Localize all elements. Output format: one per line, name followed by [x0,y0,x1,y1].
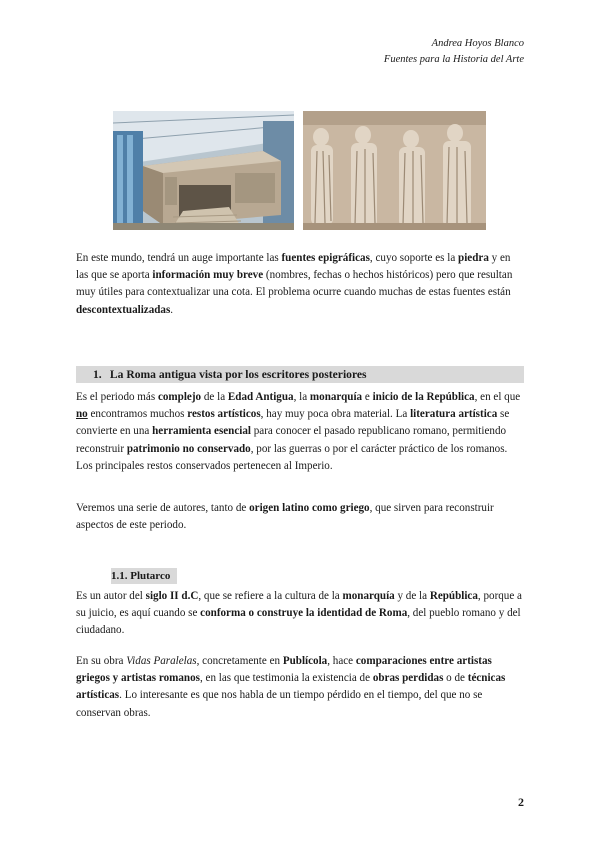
roma-paragraph [76,389,524,475]
bold-run: monarquía [309,391,363,403]
text-run: , porque a su juicio, es aquí cuando se [76,590,522,620]
intro-paragraph [76,250,524,319]
section-number: 1. [93,368,102,381]
text-run: y en las que se aporta [76,252,511,282]
bold-run: origen latino como griego [249,502,370,514]
altar-monument-photo-icon [113,111,294,230]
plutarco-paragraph [76,588,524,640]
text-run: (nombres, fechas o hechos históricos) pero que resultan muy útiles para contextualizar una cota. El problema ocurre cuando muchas de estas fuentes están [76,269,513,299]
text-run: Es un autor del [76,590,146,602]
section-heading-1 [76,366,524,383]
bold-run: descontextualizadas [76,303,171,316]
text-run: En este mundo, tendrá un auge importante las [76,252,282,264]
altar-monument-image [113,111,294,230]
author-name: Andrea Hoyos Blanco [431,38,524,49]
vidas-paralelas-paragraph [76,653,524,722]
text-run: Veremos una serie de autores, tanto de [76,502,250,514]
italic-run: Vidas Paralelas [126,655,197,667]
text-run: , hace [327,655,356,667]
text-run: . [170,303,174,316]
text-run: o de [443,672,468,685]
bold-run: complejo [157,391,202,403]
text-run: , del pueblo romano y del ciudadano. [76,607,521,637]
text-run: Es el periodo más [76,391,158,403]
text-run: encontramos muchos [87,408,188,421]
text-run: para conocer el pasado republicano romano, permitiendo reconstruir [76,425,507,455]
bold-run: monarquía [342,590,395,602]
text-run: , en las que testimonia la existencia de [199,672,373,685]
text-run: En su obra [76,655,127,667]
bold-run: obras perdidas [372,672,444,685]
text-run: , la [293,391,310,403]
bold-run: piedra [458,252,489,264]
bold-run: Publícola [282,655,328,667]
bold-run: conforma o construye la identidad de Roma [200,607,408,620]
page-header [384,36,524,68]
subsection-heading-plutarco: 1.1. Plutarco [111,568,177,584]
relief-frieze-photo-icon [303,111,486,230]
relief-frieze-image [303,111,486,230]
text-run: , que sirven para reconstruir aspectos de este periodo. [76,502,494,532]
bold-run: República [429,590,478,602]
authors-paragraph [76,500,524,534]
text-run: , hay muy poca obra material. La [260,408,411,421]
text-run: , que se refiere a la cultura de la [198,590,343,602]
bold-run: comparaciones entre artistas griegos y artistas romanos [76,655,492,685]
bold-run: restos artísticos [187,408,261,421]
text-run: de la [201,391,228,403]
bold-underline-run: no [76,408,88,421]
text-run: , por las guerras o por el carácter práctico de los romanos. Los principales restos conservados pertenecen al Imperio. [76,442,508,472]
bold-run: Edad Antigua [227,391,294,403]
page-number: 2 [518,795,524,809]
course-name: Fuentes para la Historia del Arte [383,54,524,65]
bold-run: patrimonio no conservado [126,442,251,455]
bold-run: siglo II d.C [145,590,199,602]
bold-run: literatura artística [410,408,498,421]
text-run: , concretamente en [196,655,283,667]
text-run: . Lo interesante es que nos habla de un tiempo pérdido en el tiempo, del que no se conservan obras. [76,689,483,719]
text-run: e [362,391,373,403]
bold-run: herramienta esencial [152,425,251,438]
bold-run: información muy breve [152,269,264,282]
text-run: , en el que [474,391,521,403]
bold-run: fuentes epigráficas [281,252,370,264]
section-title: La Roma antigua vista por los escritores posteriores [109,368,367,381]
bold-run: técnicas artísticas [76,672,506,702]
text-run: y de la [394,590,430,602]
text-run: , cuyo soporte es la [369,252,459,264]
bold-run: inicio de la República [372,391,475,403]
text-run: se convierte en una [76,408,510,438]
